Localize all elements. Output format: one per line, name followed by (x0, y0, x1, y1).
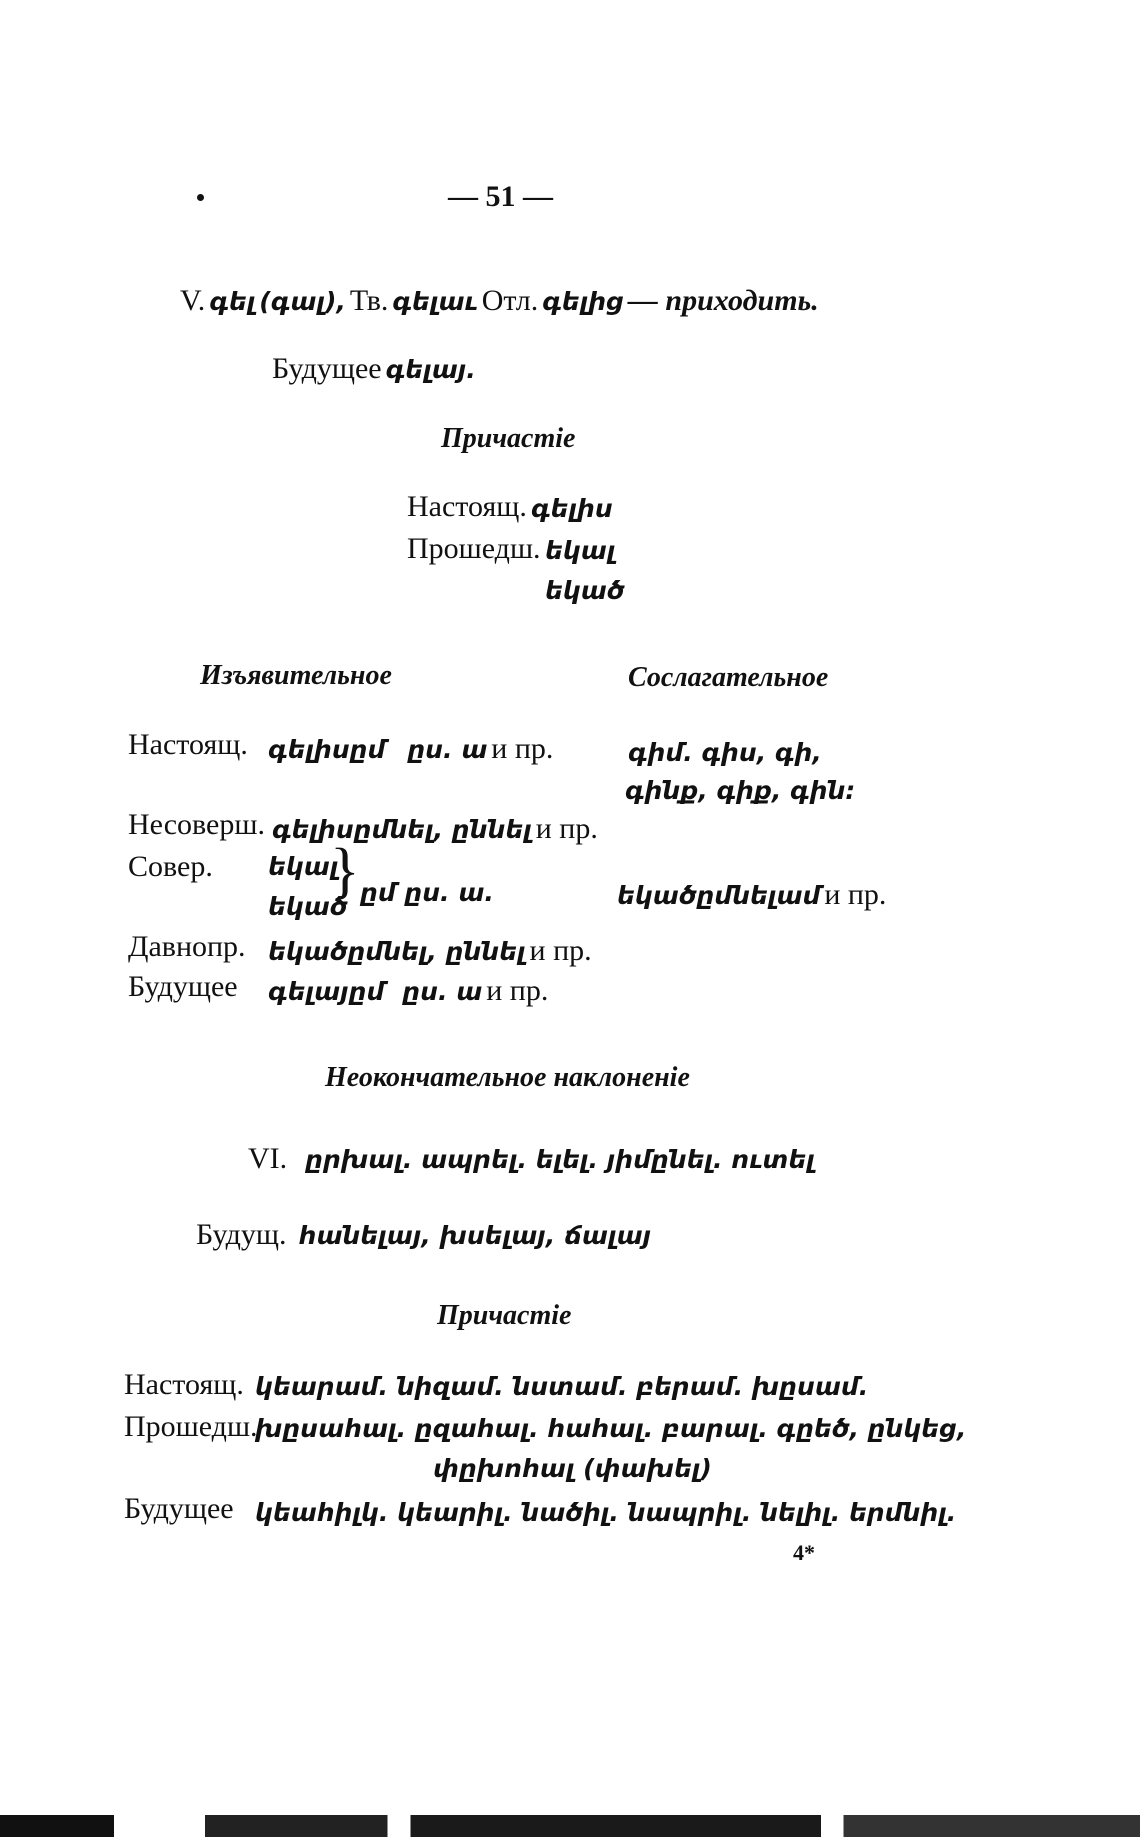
past-label-vi: Прошедш. (124, 1410, 258, 1443)
perfect-aux: ըմ ըս. ա. (360, 878, 494, 907)
future-forms-line (268, 974, 548, 1008)
present-tail: и пр. (491, 732, 554, 765)
imperfect-forms: գելիսըմնել, ըննել (272, 815, 532, 844)
imperfect-label: Несоверш. (128, 808, 265, 841)
future-forms-vi-2: կեահիլկ. կեարիլ. նածիլ. նապրիլ. նելիլ. երմնիլ. (255, 1498, 957, 1527)
past-form-v-1: եկալ (545, 536, 616, 565)
imperfect-forms-line (272, 812, 598, 846)
section-vi-header (248, 1142, 815, 1176)
participle-heading-v: Причастіе (441, 423, 576, 454)
pluperfect-tail: и пр. (529, 934, 592, 967)
future-label: Будущее (272, 352, 382, 385)
participle-heading-vi: Причастіе (437, 1300, 572, 1331)
subjunctive-tail: и пр. (824, 878, 887, 911)
subjunctive-form: եկածըմնելամ (617, 881, 821, 910)
present-label: Настоящ. (128, 728, 248, 761)
indicative-heading: Изъявительное (200, 660, 392, 691)
subjunctive-line-3 (617, 878, 886, 912)
present-forms: գելիսըմ (268, 735, 386, 764)
past-form-v-2: եկած (545, 576, 625, 605)
future-form: գելայ. (385, 355, 476, 384)
signature-mark: 4* (793, 1540, 815, 1565)
verb-form-2: գելաւ (392, 287, 478, 316)
page-number: — 51 — (448, 180, 553, 213)
infinitive-heading: Неокончательное наклоненіе (325, 1062, 690, 1093)
perfect-form-2: եկած (268, 892, 348, 921)
future-label-vi-2: Будущее (124, 1492, 234, 1525)
pluperfect-label: Давнопр. (128, 930, 246, 963)
perfect-label: Совер. (128, 850, 213, 883)
past-label-v: Прошедш. (407, 532, 541, 565)
present-label-v: Настоящ. (407, 490, 527, 523)
present-forms-2: ըս. ա (407, 735, 488, 764)
present-forms-line (268, 732, 553, 766)
present-form-v: գելիս (531, 494, 613, 523)
section-v-roman: V. (180, 284, 206, 317)
section-vi-future (196, 1218, 651, 1252)
past-forms-vi-1: խըսահալ. ըզահալ. հահալ. բարալ. գըեծ, ընկեց, (255, 1414, 967, 1443)
future-tail: и пр. (486, 974, 549, 1007)
corner-dot (197, 194, 204, 201)
present-forms-vi: կեարամ. նիզամ. նստամ. բերամ. խըսամ. (255, 1372, 869, 1401)
section-vi-verbs: ըրխալ. ապրել. ելել. յիմընել. ուտել (305, 1145, 815, 1174)
subjunctive-heading: Сослагательное (628, 662, 829, 693)
perfect-brace: } (330, 837, 360, 905)
pluperfect-forms-line (268, 934, 592, 968)
verb-form-3: գելից (542, 287, 624, 316)
pluperfect-forms: եկածըմնել, ըննել (268, 937, 526, 966)
verb-form-1: գել (209, 287, 256, 316)
future-label-vi: Будущ. (196, 1218, 287, 1251)
section-v-header (180, 284, 819, 318)
subjunctive-line-2: գինք, գիք, գին։ (625, 776, 856, 805)
subjunctive-line-1: գիմ. գիս, գի, (628, 738, 822, 767)
verb-gloss: — приходить. (627, 284, 819, 317)
future-forms-2: ըս. ա (402, 977, 483, 1006)
verb-form-1b: (գալ), (259, 287, 346, 316)
future-forms: գելայըմ (268, 977, 385, 1006)
past-forms-vi-2: փըխոհալ (փախել) (433, 1454, 712, 1483)
section-v-future (272, 352, 476, 386)
otr-label: Отл. (481, 284, 539, 317)
section-vi-roman: VI. (248, 1142, 288, 1175)
imperfect-tail: и пр. (535, 812, 598, 845)
future-forms-vi: հանելայ, խսելայ, ճալայ (298, 1221, 652, 1250)
present-label-vi: Настоящ. (124, 1368, 244, 1401)
tv-label: Тв. (349, 284, 389, 317)
perfect-form-1: եկալ (268, 852, 339, 881)
scan-edge (0, 1815, 1140, 1837)
future-label-ind: Будущее (128, 970, 238, 1003)
